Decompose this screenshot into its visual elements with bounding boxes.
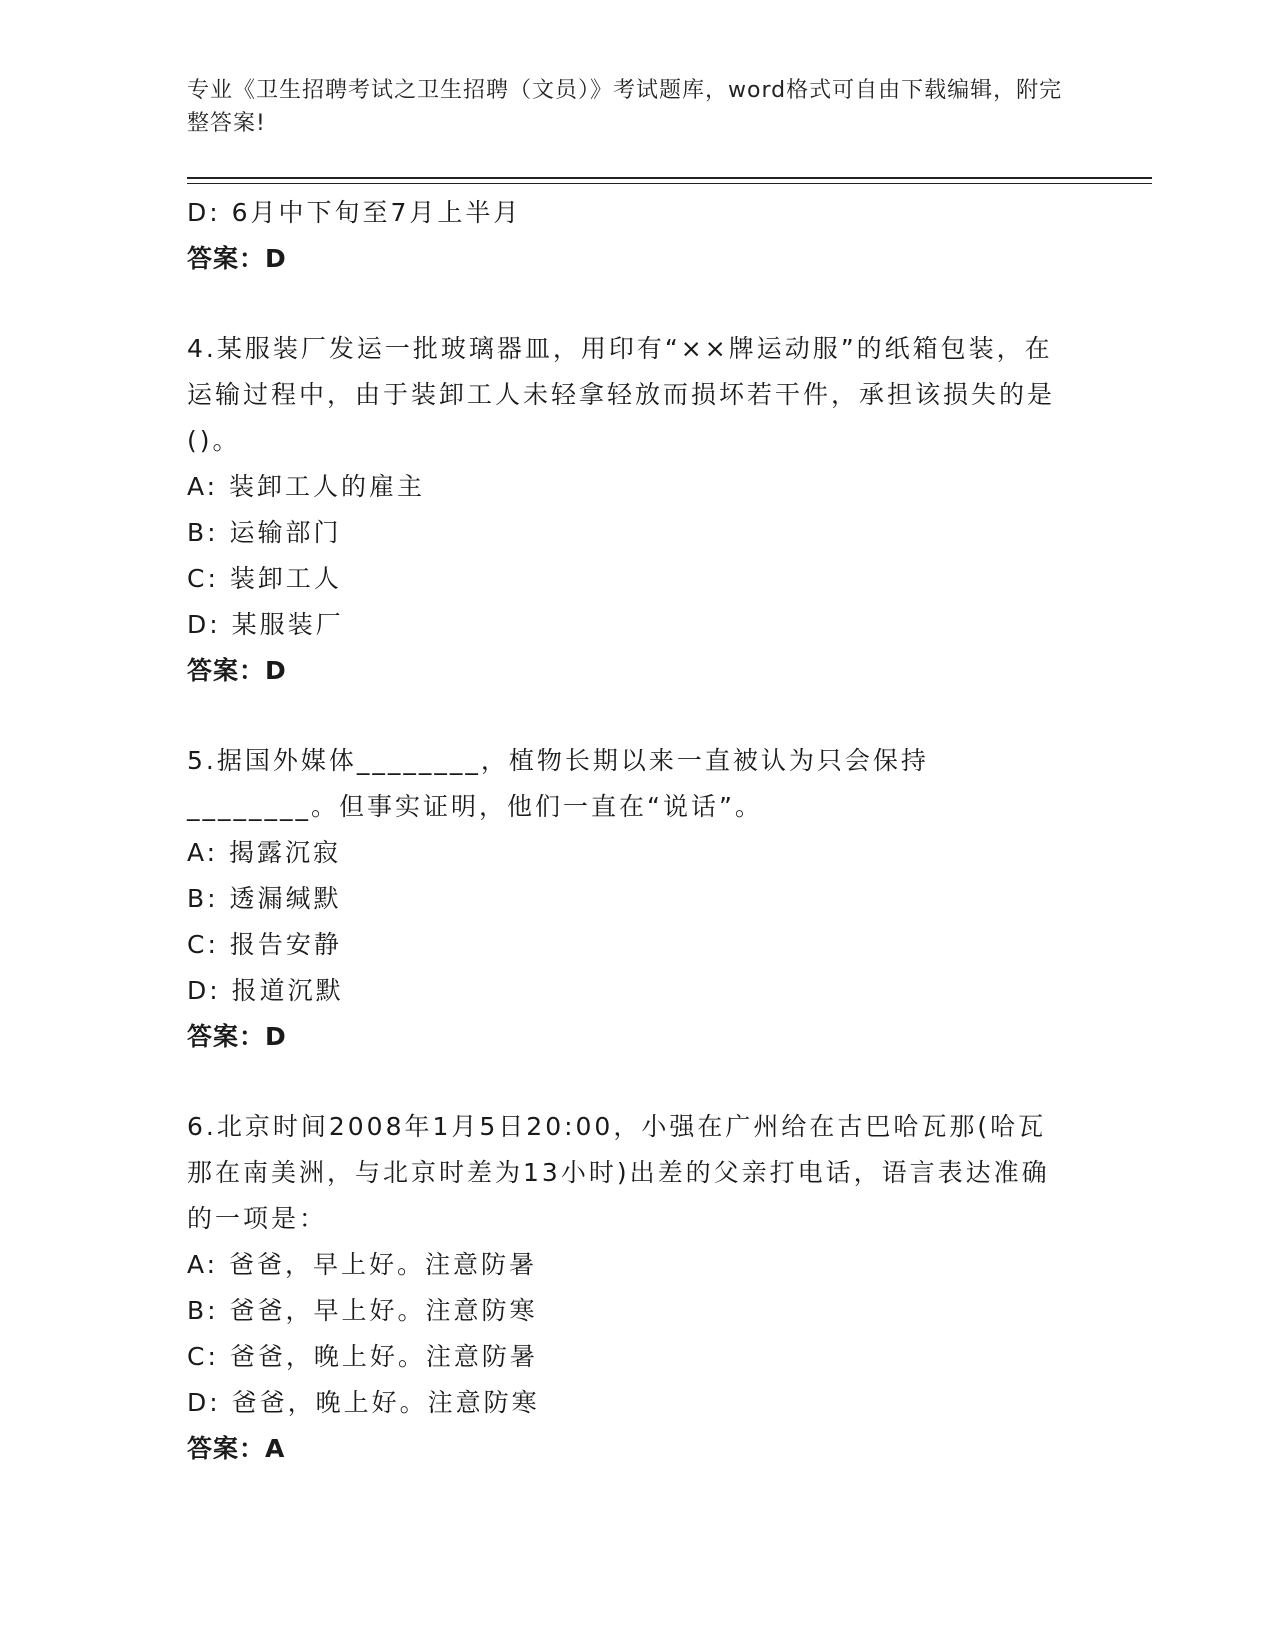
header-divider-thin	[187, 183, 1152, 184]
option-b: B: 爸爸，早上好。注意防寒	[187, 1296, 538, 1325]
answer-line: 答案：D	[187, 244, 287, 273]
option-d: D: 6月中下旬至7月上半月	[187, 198, 522, 227]
option-c: C: 爸爸，晚上好。注意防暑	[187, 1342, 538, 1371]
option-d: D: 某服装厂	[187, 610, 344, 639]
option-a: A: 揭露沉寂	[187, 838, 342, 867]
question-6	[187, 1104, 1087, 1472]
option-a: A: 装卸工人的雇主	[187, 472, 426, 501]
question-stem: 5.据国外媒体________，植物长期以来一直被认为只会保持________。但事实证明，他们一直在“说话”。	[187, 746, 929, 821]
option-b: B: 透漏缄默	[187, 884, 342, 913]
option-c: C: 装卸工人	[187, 564, 342, 593]
option-c: C: 报告安静	[187, 930, 342, 959]
option-d: D: 爸爸，晚上好。注意防寒	[187, 1388, 540, 1417]
question-stem: 6.北京时间2008年1月5日20:00，小强在广州给在古巴哈瓦那(哈瓦那在南美洲，与北京时差为13小时)出差的父亲打电话，语言表达准确的一项是：	[187, 1112, 1050, 1233]
option-a: A: 爸爸，早上好。注意防暑	[187, 1250, 538, 1279]
option-b: B: 运输部门	[187, 518, 342, 547]
question-list	[187, 190, 1087, 1472]
header-divider-thick	[187, 177, 1152, 179]
answer-line: 答案：D	[187, 656, 287, 685]
question-5	[187, 738, 1087, 1060]
option-d: D: 报道沉默	[187, 976, 344, 1005]
answer-line: 答案：A	[187, 1434, 286, 1463]
page-header: 专业《卫生招聘考试之卫生招聘（文员）》考试题库，word格式可自由下载编辑，附完整答案!	[187, 78, 1063, 136]
lead-fragment	[187, 190, 1087, 282]
question-stem: 4.某服装厂发运一批玻璃器皿，用印有“××牌运动服”的纸箱包装，在运输过程中，由于装卸工人未轻拿轻放而损坏若干件，承担该损失的是()。	[187, 334, 1056, 455]
answer-line: 答案：D	[187, 1022, 287, 1051]
question-4	[187, 326, 1087, 694]
